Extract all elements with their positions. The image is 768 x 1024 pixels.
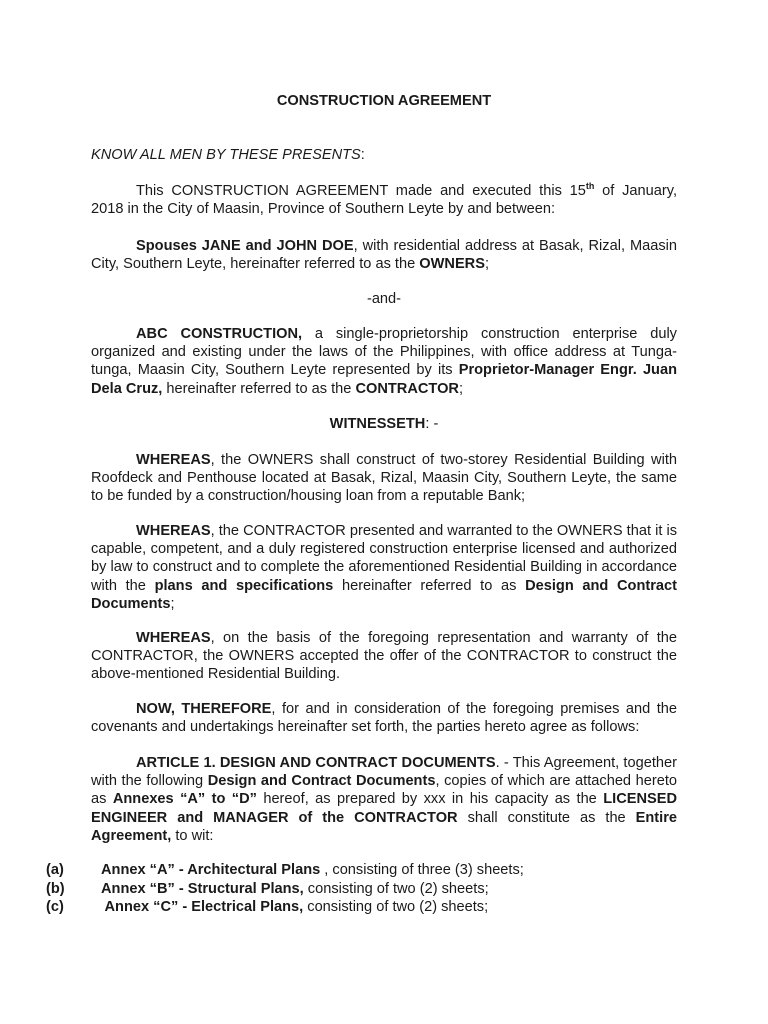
paragraph-whereas-2 [91,522,677,613]
bold-text-run: WHEREAS [136,452,211,468]
annex-text [101,862,524,878]
annex-label: (a) [46,862,64,878]
text-run: . - This Agreement, together with the following [91,755,677,790]
paragraph-whereas-1 [91,451,677,506]
text-run: hereof, as prepared by xxx in his capacity as the [256,791,604,808]
annex-text [101,881,489,897]
paragraph-now-therefore [91,700,677,736]
bold-text-run: Design and Contract Documents [91,577,678,612]
bold-text-run: Design and Contract Documents [207,773,436,790]
text-run: , the CONTRACTOR presented and warranted to the OWNERS that it is capable, competent, and a duly registered construction enterprise licensed and authorized by law to construct and to complete the aforementioned Residential Building in accordance with the [91,523,677,594]
bold-text-run: LICENSED ENGINEER and MANAGER of the CONTRACTOR [91,791,678,826]
paragraph-owners [91,237,677,273]
text-run: a single-proprietorship construction enterprise duly organized and existing under the laws of the Philippines, with office address at Tunga-tunga, Maasin City, Southern Leyte represented by its [91,326,677,379]
bold-text-run: Annexes “A” to “D” [112,791,257,808]
witnesseth-heading [0,415,768,433]
bold-text-run: plans and specifications [154,577,334,594]
annex-item [46,898,706,916]
bold-text-run: WITNESSETH [329,416,426,432]
bold-text-run: Spouses JANE and JOHN DOE [136,238,354,254]
text-run: hereinafter referred to as the [162,380,356,397]
bold-text-run: NOW, THEREFORE [136,701,272,717]
paragraph-execution [91,182,677,218]
document-title: CONSTRUCTION AGREEMENT [276,93,492,109]
intro-line [91,146,365,164]
bold-text-run: OWNERS [419,256,485,273]
paragraph-article-1 [91,754,677,845]
annex-item [46,880,706,898]
paragraph-contractor [91,325,677,398]
text-run: to wit: [171,827,214,844]
text-run: ; [458,380,464,397]
text-run: shall constitute as the [457,809,636,826]
annex-label: (b) [46,881,65,897]
bold-text-run: Annex “B” - Structural Plans, [101,881,304,897]
bold-text-run: WHEREAS [136,523,211,539]
bold-text-run: Proprietor-Manager Engr. Juan Dela Cruz, [91,362,678,397]
text-run: hereinafter referred to as [333,577,526,594]
paragraph-whereas-3 [91,629,677,684]
bold-text-run: ABC CONSTRUCTION, [136,326,303,342]
text-run: consisting of two (2) sheets; [303,881,489,897]
annex-item [46,861,706,879]
annex-text [101,899,488,915]
intro-text: KNOW ALL MEN BY THESE PRESENTS [91,147,361,163]
superscript-run: th [585,181,595,192]
annex-label: (c) [46,899,64,915]
bold-text-run: Annex “A” - Architectural Plans [101,862,321,878]
text-run: , consisting of three (3) sheets; [320,862,524,878]
text-run: ; [170,595,175,612]
intro-colon: : [360,147,365,163]
text-run: , with residential address at Basak, Rizal, Maasin City, Southern Leyte, hereinafter referred to as the [91,238,677,273]
text-run: , on the basis of the foregoing representation and warranty of the CONTRACTOR, the OWNERS accepted the offer of the CONTRACTOR to construct the above-mentioned Residential Building. [91,630,677,683]
text-run: consisting of two (2) sheets; [303,899,489,915]
text-run: , copies of which are attached hereto as [91,773,677,808]
bold-text-run: Annex “C” - Electrical Plans, [101,899,304,915]
bold-text-run: ARTICLE 1. DESIGN AND CONTRACT DOCUMENTS [136,755,496,771]
text-run: ; [484,256,490,273]
text-run: , for and in consideration of the foregoing premises and the covenants and undertakings hereinafter set forth, the parties hereto agree as follows: [91,701,677,736]
and-separator: -and- [366,291,402,307]
bold-text-run: CONTRACTOR [355,380,459,397]
bold-text-run: Entire Agreement, [91,809,678,844]
bold-text-run: WHEREAS [136,630,211,646]
text-run: : - [425,416,439,432]
text-run: , the OWNERS shall construct of two-storey Residential Building with Roofdeck and Penthouse located at Basak, Rizal, Maasin City, Southern Leyte, the same to be funded by a construction/housing loan from a reputable Bank; [91,452,677,505]
text-run: of January, 2018 in the City of Maasin, Province of Southern Leyte by and between: [91,183,678,218]
text-run: This CONSTRUCTION AGREEMENT made and executed this 15 [136,183,586,199]
